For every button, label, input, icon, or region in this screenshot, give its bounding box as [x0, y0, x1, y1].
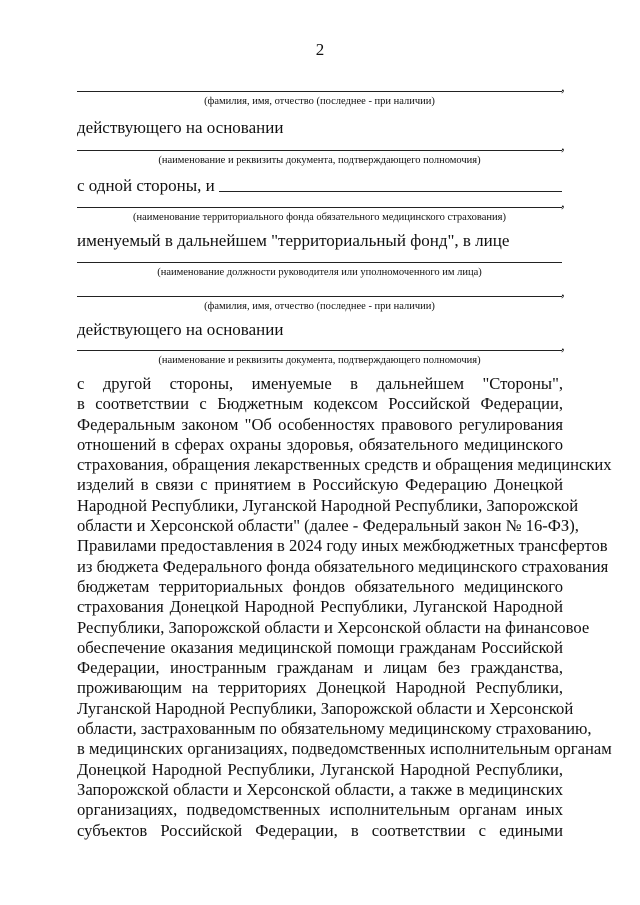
- body-line: страхования Донецкой Народной Республики, Луганской Народной: [77, 597, 563, 617]
- body-line: бюджетам территориальных фондов обязательного медицинского: [77, 576, 563, 596]
- body-line: субъектов Российской Федерации, в соответствии с едиными: [77, 820, 563, 840]
- body-line: проживающим на территориях Донецкой Народной Республики,: [77, 678, 563, 698]
- agreement-body-paragraph: [77, 374, 612, 841]
- caption-fio-1: (фамилия, имя, отчество (последнее - при наличии): [204, 96, 435, 107]
- acting-on-basis-text-1: действующего на основании: [77, 118, 284, 137]
- body-line: в соответствии с Бюджетным кодексом Российской Федерации,: [77, 394, 563, 414]
- body-line: с другой стороны, именуемые в дальнейшем "Стороны",: [77, 374, 563, 393]
- body-line: Народной Республики, Луганской Народной Республики, Запорожской: [77, 495, 579, 515]
- body-line: отношений в сферах охраны здоровья, обязательного медицинского: [77, 434, 563, 454]
- comma-2: ,: [561, 138, 565, 154]
- caption-document-2: (наименование и реквизиты документа, подтверждающего полномочия): [158, 355, 481, 366]
- doc-blank-line-2: [77, 350, 562, 351]
- fio-blank-line-2: [77, 296, 562, 297]
- body-line: организациях, подведомственных исполнительным органам иных: [77, 800, 563, 820]
- body-line: в медицинских организациях, подведомственных исполнительным органам: [77, 739, 612, 759]
- comma-1: ,: [561, 79, 565, 95]
- caption-fund-name: (наименование территориального фонда обязательного медицинского страхования): [133, 212, 506, 223]
- body-line: Правилами предоставления в 2024 году иных межбюджетных трансфертов: [77, 536, 608, 556]
- body-line: области и Херсонской области" (далее - Федеральный закон № 16-ФЗ),: [77, 516, 579, 536]
- comma-4: ,: [561, 284, 565, 300]
- comma-5: ,: [561, 338, 565, 354]
- body-line: обеспечение оказания медицинской помощи гражданам Российской: [77, 637, 563, 657]
- comma-3: ,: [561, 195, 565, 211]
- body-line: Республики, Запорожской области и Херсонской области на финансовое: [77, 617, 590, 637]
- one-side-row: [77, 176, 562, 196]
- body-line: изделий в связи с принятием в Российскую Федерацию Донецкой: [77, 475, 563, 495]
- named-territorial-fund-text: именуемый в дальнейшем "территориальный фонд", в лице: [77, 231, 510, 250]
- caption-position: (наименование должности руководителя или уполномоченного им лица): [157, 267, 482, 278]
- body-line: Запорожской области и Херсонской области, а также в медицинских: [77, 779, 563, 799]
- fio-blank-line-1: [77, 91, 562, 92]
- one-side-blank-line: [219, 191, 562, 192]
- position-blank-line: [77, 262, 562, 263]
- body-line: Луганской Народной Республики, Запорожской области и Херсонской: [77, 698, 574, 718]
- doc-blank-line-1: [77, 150, 562, 151]
- caption-fio-2: (фамилия, имя, отчество (последнее - при наличии): [204, 301, 435, 312]
- body-line: страхования, обращения лекарственных средств и обращения медицинских: [77, 455, 612, 475]
- body-line: Федерации, иностранным гражданам и лицам без гражданства,: [77, 658, 563, 678]
- body-line: из бюджета Федерального фонда обязательного медицинского страхования: [77, 556, 609, 576]
- acting-on-basis-text-2: действующего на основании: [77, 320, 284, 339]
- fund-blank-line: [77, 207, 562, 208]
- body-line: области, застрахованным по обязательному медицинскому страхованию,: [77, 719, 592, 739]
- body-line: Федеральным законом "Об особенностях правового регулирования: [77, 414, 563, 434]
- one-side-text: с одной стороны, и: [77, 176, 215, 195]
- page-number: 2: [315, 40, 325, 59]
- caption-document-1: (наименование и реквизиты документа, подтверждающего полномочия): [158, 155, 481, 166]
- body-line: Донецкой Народной Республики, Луганской Народной Республики,: [77, 759, 563, 779]
